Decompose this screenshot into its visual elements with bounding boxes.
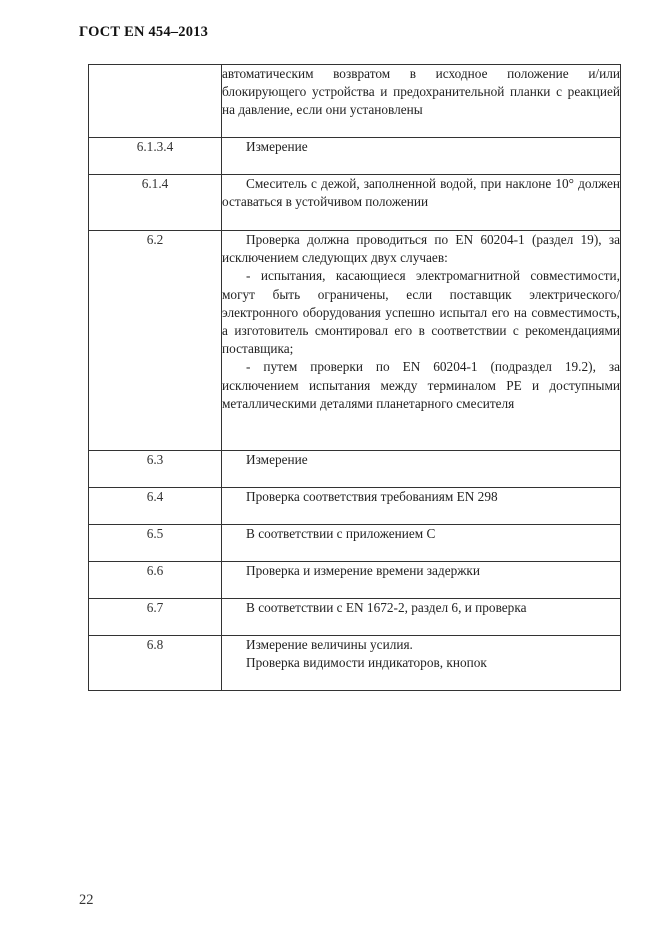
method-text (222, 65, 621, 138)
table-row (89, 525, 621, 562)
method-text (222, 231, 621, 451)
table-row (89, 65, 621, 138)
page-number: 22 (79, 892, 94, 908)
table-row (89, 175, 621, 231)
table-row (89, 488, 621, 525)
method-text (222, 562, 621, 599)
clause-number: 6.4 (89, 488, 222, 525)
clause-number: 6.8 (89, 636, 222, 691)
table-row (89, 562, 621, 599)
method-paragraph: Проверка соответствия требованиям EN 298 (246, 489, 498, 504)
clause-number: 6.1.4 (89, 175, 222, 231)
method-text (222, 175, 621, 231)
method-text (222, 525, 621, 562)
method-paragraph: Измерение (246, 452, 308, 467)
method-paragraph: - путем проверки по EN 60204-1 (подраздел 19.2), за исключением испытания между терминалом PE и доступными металлическими деталями планетарного смесителя (222, 359, 620, 411)
table-row (89, 138, 621, 175)
method-paragraph: Проверка видимости индикаторов, кнопок (246, 655, 487, 671)
clause-number (89, 65, 222, 138)
clause-number: 6.1.3.4 (89, 138, 222, 175)
table-row (89, 636, 621, 691)
method-paragraph: В соответствии с EN 1672-2, раздел 6, и проверка (246, 600, 527, 615)
method-paragraph: В соответствии с приложением C (246, 526, 436, 541)
table-row (89, 451, 621, 488)
document-title: ГОСТ EN 454–2013 (79, 24, 209, 40)
method-text (222, 138, 621, 175)
method-paragraph: Измерение величины усилия. (246, 637, 413, 652)
method-paragraph: Измерение (246, 139, 308, 154)
method-paragraph: Смеситель с дежой, заполненной водой, при наклоне 10° должен оставаться в устойчивом положении (222, 176, 620, 210)
method-text (222, 599, 621, 636)
clause-number: 6.2 (89, 231, 222, 451)
clause-number: 6.5 (89, 525, 222, 562)
clause-number: 6.6 (89, 562, 222, 599)
method-text (222, 488, 621, 525)
method-text (222, 451, 621, 488)
method-paragraph: - испытания, касающиеся электромагнитной совместимости, могут быть ограничены, если поставщик электрического/электронного оборудования успешно испытал его на совместимость, а изготовитель смонтировал его в соответствии с рекомендациями поставщика; (222, 268, 620, 357)
requirements-table (88, 64, 621, 691)
table-row (89, 231, 621, 451)
method-text (222, 636, 621, 691)
table-row (89, 599, 621, 636)
clause-number: 6.3 (89, 451, 222, 488)
clause-number: 6.7 (89, 599, 222, 636)
method-paragraph: Проверка и измерение времени задержки (246, 563, 481, 578)
method-paragraph: Проверка должна проводиться по EN 60204-1 (раздел 19), за исключением следующих двух случаев: (222, 232, 620, 266)
method-paragraph: автоматическим возвратом в исходное положение и/или блокирующего устройства и предохранительной планки с реакцией на давление, если они установлены (222, 66, 620, 118)
